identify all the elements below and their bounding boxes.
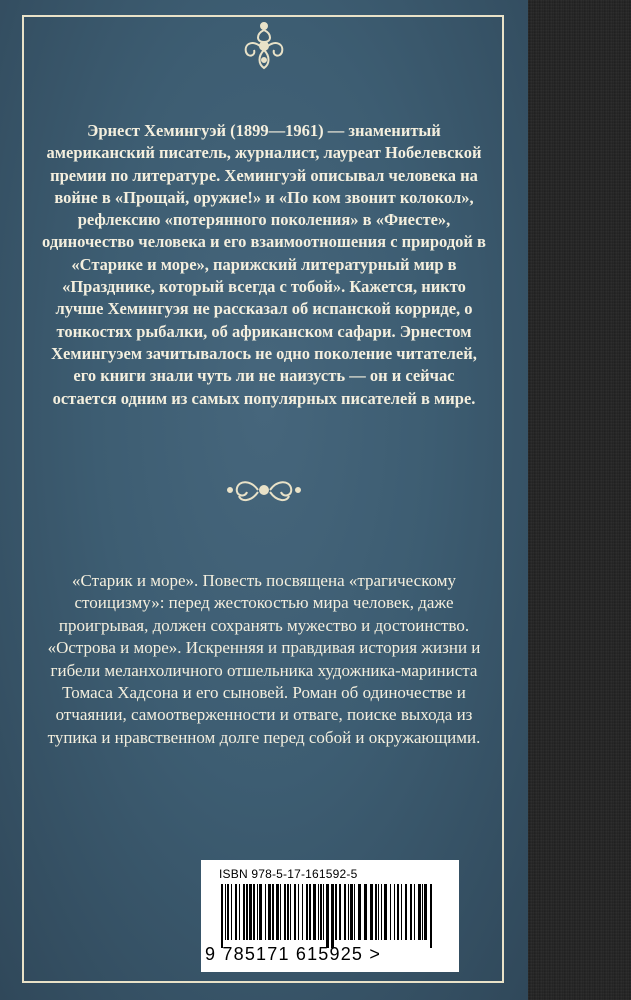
- books-description: [40, 570, 488, 749]
- isbn-text: ISBN 978-5-17-161592-5: [219, 867, 358, 881]
- fleur-ornament-icon: [0, 20, 528, 72]
- barcode-label: [201, 860, 459, 972]
- book-old-man-and-sea: «Старик и море». Повесть посвящена «трагическому стоицизму»: перед жестокостью мира человек, даже проигрывая, должен сохранять мужество и достоинство.: [58, 571, 470, 635]
- book-islands-in-stream: «Острова и море». Искренняя и правдивая история жизни и гибели меланхоличного отшельника художника-мариниста Томаса Хадсона и его сыновей. Роман об одиночестве и отчаянии, самоотверженности и отваге, поиске выхода из тупика и нравственном долге перед собой и окружающими.: [47, 638, 481, 747]
- scroll-ornament-icon: [0, 472, 528, 508]
- author-description: Эрнест Хемингуэй (1899—1961) — знаменитый американский писатель, журналист, лауреат Нобелевской премии по литературе. Хемингуэй описывал человека на войне в «Прощай, оружие!» и «По ком звонит колокол», рефлексию «потерянного поколения» в «Фиесте», одиночество человека и его взаимоотношения с природой в «Старике и море», парижский литературный мир в «Празднике, который всегда с тобой». Кажется, никто лучше Хемингуэя не рассказал об испанской корриде, о тонкостях рыбалки, об африканском сафари. Эрнестом Хемингуэем зачитывалось не одно поколение читателей, его книги знали чуть ли не наизусть — он и сейчас остается одним из самых популярных писателей в мире.: [42, 121, 486, 408]
- barcode-number: 9 785171 615925 >: [205, 944, 382, 964]
- book-spine-texture: [528, 0, 631, 1000]
- barcode-bars: [221, 884, 439, 948]
